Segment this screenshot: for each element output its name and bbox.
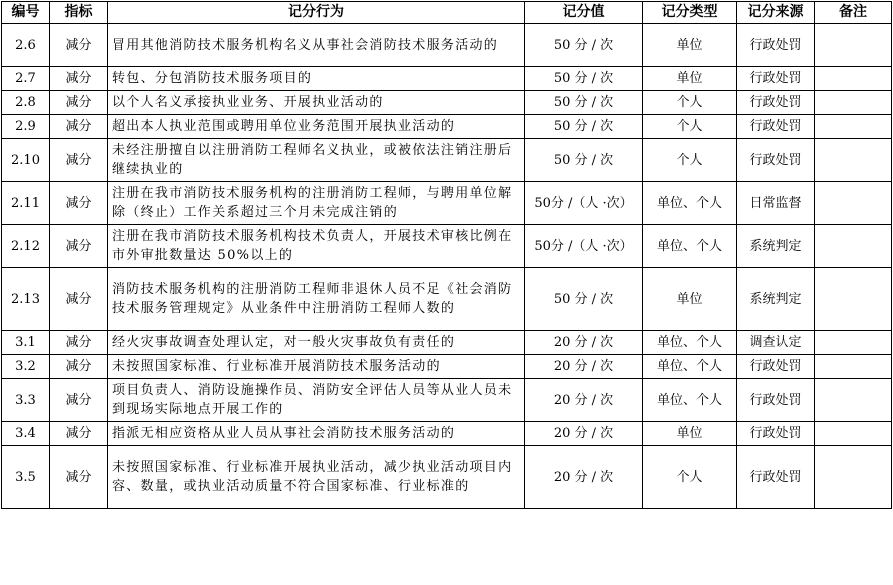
cell-type: 单位 bbox=[643, 24, 737, 67]
table-body bbox=[2, 24, 892, 509]
cell-behavior: 未经注册擅自以注册消防工程师名义执业，或被依法注销注册后继续执业的 bbox=[108, 139, 525, 182]
cell-score: 50 分 / 次 bbox=[525, 139, 643, 182]
cell-id: 3.5 bbox=[2, 446, 50, 509]
cell-source: 行政处罚 bbox=[737, 355, 815, 379]
cell-type: 单位 bbox=[643, 67, 737, 91]
table-row bbox=[2, 225, 892, 268]
cell-type: 个人 bbox=[643, 139, 737, 182]
header-behavior: 记分行为 bbox=[108, 2, 525, 24]
cell-id: 2.6 bbox=[2, 24, 50, 67]
cell-note bbox=[815, 268, 892, 331]
cell-note bbox=[815, 115, 892, 139]
cell-score: 20 分 / 次 bbox=[525, 331, 643, 355]
cell-note bbox=[815, 67, 892, 91]
cell-source: 行政处罚 bbox=[737, 91, 815, 115]
cell-note bbox=[815, 139, 892, 182]
cell-id: 2.12 bbox=[2, 225, 50, 268]
cell-behavior: 以个人名义承接执业业务、开展执业活动的 bbox=[108, 91, 525, 115]
cell-type: 单位、个人 bbox=[643, 355, 737, 379]
cell-note bbox=[815, 422, 892, 446]
table-row bbox=[2, 446, 892, 509]
cell-id: 3.1 bbox=[2, 331, 50, 355]
cell-score: 50 分 / 次 bbox=[525, 24, 643, 67]
cell-source: 行政处罚 bbox=[737, 24, 815, 67]
cell-indicator: 减分 bbox=[50, 331, 108, 355]
cell-behavior: 未按照国家标准、行业标准开展执业活动，减少执业活动项目内容、数量，或执业活动质量不符合国家标准、行业标准的 bbox=[108, 446, 525, 509]
scoring-table bbox=[1, 1, 892, 509]
cell-behavior: 注册在我市消防技术服务机构的注册消防工程师，与聘用单位解除（终止）工作关系超过三个月未完成注销的 bbox=[108, 182, 525, 225]
cell-type: 单位 bbox=[643, 422, 737, 446]
cell-id: 2.8 bbox=[2, 91, 50, 115]
cell-note bbox=[815, 225, 892, 268]
cell-id: 2.11 bbox=[2, 182, 50, 225]
cell-source: 调查认定 bbox=[737, 331, 815, 355]
cell-type: 个人 bbox=[643, 446, 737, 509]
cell-behavior: 经火灾事故调查处理认定，对一般火灾事故负有责任的 bbox=[108, 331, 525, 355]
header-row bbox=[2, 2, 892, 24]
cell-source: 行政处罚 bbox=[737, 422, 815, 446]
cell-score: 50 分 / 次 bbox=[525, 91, 643, 115]
cell-score: 20 分 / 次 bbox=[525, 446, 643, 509]
header-score: 记分值 bbox=[525, 2, 643, 24]
cell-source: 行政处罚 bbox=[737, 139, 815, 182]
cell-type: 单位、个人 bbox=[643, 379, 737, 422]
cell-indicator: 减分 bbox=[50, 355, 108, 379]
cell-behavior: 转包、分包消防技术服务项目的 bbox=[108, 67, 525, 91]
cell-source: 行政处罚 bbox=[737, 446, 815, 509]
cell-type: 个人 bbox=[643, 91, 737, 115]
cell-type: 单位、个人 bbox=[643, 331, 737, 355]
table-row bbox=[2, 24, 892, 67]
cell-indicator: 减分 bbox=[50, 91, 108, 115]
cell-note bbox=[815, 24, 892, 67]
table-row bbox=[2, 268, 892, 331]
cell-indicator: 减分 bbox=[50, 139, 108, 182]
cell-behavior: 指派无相应资格从业人员从事社会消防技术服务活动的 bbox=[108, 422, 525, 446]
table-row bbox=[2, 91, 892, 115]
cell-note bbox=[815, 446, 892, 509]
cell-behavior: 未按照国家标准、行业标准开展消防技术服务活动的 bbox=[108, 355, 525, 379]
cell-id: 2.7 bbox=[2, 67, 50, 91]
cell-id: 3.2 bbox=[2, 355, 50, 379]
cell-note bbox=[815, 91, 892, 115]
cell-indicator: 减分 bbox=[50, 446, 108, 509]
cell-indicator: 减分 bbox=[50, 422, 108, 446]
cell-indicator: 减分 bbox=[50, 182, 108, 225]
cell-score: 20 分 / 次 bbox=[525, 379, 643, 422]
table-row bbox=[2, 422, 892, 446]
table-row bbox=[2, 379, 892, 422]
cell-source: 行政处罚 bbox=[737, 115, 815, 139]
cell-note bbox=[815, 182, 892, 225]
cell-indicator: 减分 bbox=[50, 225, 108, 268]
cell-score: 50 分 / 次 bbox=[525, 268, 643, 331]
cell-source: 系统判定 bbox=[737, 268, 815, 331]
cell-id: 2.10 bbox=[2, 139, 50, 182]
cell-id: 3.4 bbox=[2, 422, 50, 446]
cell-source: 行政处罚 bbox=[737, 379, 815, 422]
cell-type: 个人 bbox=[643, 115, 737, 139]
cell-type: 单位 bbox=[643, 268, 737, 331]
header-type: 记分类型 bbox=[643, 2, 737, 24]
cell-indicator: 减分 bbox=[50, 268, 108, 331]
cell-score: 20 分 / 次 bbox=[525, 422, 643, 446]
cell-note bbox=[815, 379, 892, 422]
cell-behavior: 冒用其他消防技术服务机构名义从事社会消防技术服务活动的 bbox=[108, 24, 525, 67]
cell-source: 行政处罚 bbox=[737, 67, 815, 91]
cell-behavior: 项目负责人、消防设施操作员、消防安全评估人员等从业人员未到现场实际地点开展工作的 bbox=[108, 379, 525, 422]
cell-indicator: 减分 bbox=[50, 115, 108, 139]
cell-indicator: 减分 bbox=[50, 24, 108, 67]
cell-indicator: 减分 bbox=[50, 67, 108, 91]
cell-type: 单位、个人 bbox=[643, 225, 737, 268]
cell-id: 2.9 bbox=[2, 115, 50, 139]
cell-note bbox=[815, 331, 892, 355]
cell-behavior: 消防技术服务机构的注册消防工程师非退休人员不足《社会消防技术服务管理规定》从业条件中注册消防工程师人数的 bbox=[108, 268, 525, 331]
cell-score: 50分 /（人 ·次） bbox=[525, 182, 643, 225]
header-note: 备注 bbox=[815, 2, 892, 24]
table-row bbox=[2, 139, 892, 182]
table-row bbox=[2, 355, 892, 379]
cell-note bbox=[815, 355, 892, 379]
table-row bbox=[2, 182, 892, 225]
cell-source: 系统判定 bbox=[737, 225, 815, 268]
table-row bbox=[2, 67, 892, 91]
cell-score: 50 分 / 次 bbox=[525, 115, 643, 139]
cell-type: 单位、个人 bbox=[643, 182, 737, 225]
header-source: 记分来源 bbox=[737, 2, 815, 24]
table-row bbox=[2, 115, 892, 139]
cell-source: 日常监督 bbox=[737, 182, 815, 225]
cell-id: 3.3 bbox=[2, 379, 50, 422]
cell-id: 2.13 bbox=[2, 268, 50, 331]
cell-score: 50分 /（人 ·次） bbox=[525, 225, 643, 268]
cell-indicator: 减分 bbox=[50, 379, 108, 422]
header-indicator: 指标 bbox=[50, 2, 108, 24]
cell-behavior: 超出本人执业范围或聘用单位业务范围开展执业活动的 bbox=[108, 115, 525, 139]
cell-score: 50 分 / 次 bbox=[525, 67, 643, 91]
table-row bbox=[2, 331, 892, 355]
cell-score: 20 分 / 次 bbox=[525, 355, 643, 379]
cell-behavior: 注册在我市消防技术服务机构技术负责人，开展技术审核比例在市外审批数量达 50%以上的 bbox=[108, 225, 525, 268]
header-id: 编号 bbox=[2, 2, 50, 24]
